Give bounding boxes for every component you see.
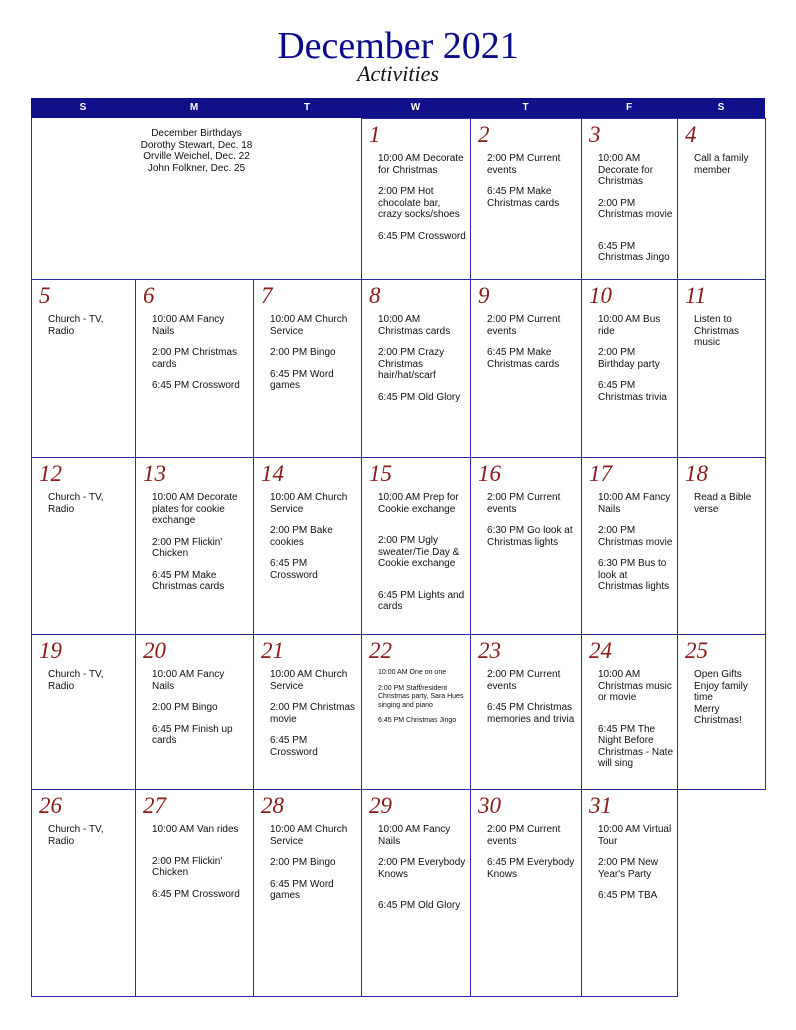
activity-entry: 6:45 PM Word games xyxy=(270,368,334,391)
day-activities xyxy=(487,669,577,725)
day-activities xyxy=(152,492,249,593)
activity-entry: 2:00 PM Ugly sweater/Tie Day & Cookie exchange xyxy=(378,535,460,569)
activity-entry: 2:00 PM Christmas movie xyxy=(270,702,356,725)
day-activities xyxy=(152,824,249,900)
activity-entry: 2:00 PM Bake cookies xyxy=(270,525,333,548)
activity-entry: 6:45 PM Old Glory xyxy=(378,391,461,403)
day-activities xyxy=(487,153,577,209)
day-cell-3 xyxy=(581,118,678,280)
activity-entry: 2:00 PM Flickin' Chicken xyxy=(152,536,223,559)
activity-entry: 10:00 AM Decorate for Christmas xyxy=(378,153,464,176)
day-activities xyxy=(598,492,673,593)
activity-entry: 2:00 PM New Year's Party xyxy=(598,857,659,880)
day-cell-8 xyxy=(361,279,471,458)
day-number: 26 xyxy=(39,793,62,818)
day-cell-9 xyxy=(470,279,582,458)
activity-entry: 10:00 AM Prep for Cookie exchange xyxy=(378,492,459,515)
day-activities xyxy=(378,153,466,242)
day-activities xyxy=(598,824,673,902)
activity-entry: 6:45 PM Crossword xyxy=(270,735,318,758)
activity-entry: 6:45 PM Crossword xyxy=(270,558,318,581)
day-activities xyxy=(270,669,357,758)
day-cell-2 xyxy=(470,118,582,280)
activity-entry: 10:00 AM Decorate for Christmas xyxy=(598,153,654,187)
day-activities xyxy=(378,669,466,726)
activity-entry: 6:45 PM Make Christmas cards xyxy=(487,186,560,209)
day-activities xyxy=(378,314,466,403)
day-activities xyxy=(48,824,131,847)
day-activities xyxy=(378,492,466,613)
day-number: 1 xyxy=(369,122,381,147)
activity-entry: Call a family member xyxy=(694,153,749,176)
activity-entry: 2:00 PM Current events xyxy=(487,314,561,337)
day-activities xyxy=(487,824,577,880)
day-cell-27 xyxy=(135,789,254,997)
day-number: 16 xyxy=(478,461,501,486)
day-activities xyxy=(694,314,761,349)
activity-entry: 2:00 PM Current events xyxy=(487,669,561,692)
day-number: 21 xyxy=(261,638,284,663)
day-activities xyxy=(598,669,673,770)
activity-entry: 2:00 PM Bingo xyxy=(270,347,336,358)
activity-entry: 2:00 PM Current events xyxy=(487,824,561,847)
day-activities xyxy=(152,314,249,392)
activity-entry: 10:00 AM Christmas cards xyxy=(378,314,451,337)
weekday-fri: F xyxy=(625,102,633,113)
day-cell-26 xyxy=(31,789,136,997)
activity-entry: Enjoy family time xyxy=(694,680,748,703)
activity-entry: 10:00 AM Church Service xyxy=(270,669,348,692)
birthday-entry: John Folkner, Dec. 25 xyxy=(147,162,246,174)
activity-entry: 6:30 PM Go look at Christmas lights xyxy=(487,525,573,548)
activity-entry: 10:00 AM One on one xyxy=(378,669,447,676)
weekday-header xyxy=(31,98,765,118)
day-cell-23 xyxy=(470,634,582,790)
activity-entry: 2:00 PM Birthday party xyxy=(598,347,660,370)
day-number: 20 xyxy=(143,638,166,663)
activity-entry: 2:00 PM Current events xyxy=(487,492,561,515)
day-activities xyxy=(598,153,673,264)
day-cell-29 xyxy=(361,789,471,997)
activity-entry: 6:45 PM Everybody Knows xyxy=(487,857,575,880)
day-number: 7 xyxy=(261,283,273,308)
weekday-sun: S xyxy=(79,102,87,113)
activity-entry: Open Gifts xyxy=(694,669,742,680)
day-cell-30 xyxy=(470,789,582,997)
day-cell-18 xyxy=(677,457,766,635)
day-activities xyxy=(152,669,249,747)
activity-entry: Listen to Christmas music xyxy=(694,314,740,348)
activity-entry: 2:00 PM Christmas movie xyxy=(598,197,673,220)
activity-entry: 10:00 AM Fancy Nails xyxy=(152,314,225,337)
activity-entry: 10:00 AM Van rides xyxy=(152,824,239,835)
activity-entry: 10:00 AM Virtual Tour xyxy=(598,824,672,847)
day-number: 12 xyxy=(39,461,62,486)
activity-entry: 10:00 AM Christmas music or movie xyxy=(598,669,672,703)
calendar-title: December 2021 xyxy=(277,25,519,67)
activity-entry: 6:45 PM Christmas Jingo xyxy=(378,717,457,724)
activity-entry: 6:45 PM Make Christmas cards xyxy=(487,347,560,370)
day-cell-4 xyxy=(677,118,766,280)
day-activities xyxy=(270,824,357,902)
day-number: 4 xyxy=(685,122,697,147)
day-number: 22 xyxy=(369,638,392,663)
day-number: 29 xyxy=(369,793,392,818)
day-cell-14 xyxy=(253,457,362,635)
activity-entry: 6:45 PM Christmas trivia xyxy=(598,380,667,403)
day-number: 27 xyxy=(143,793,166,818)
activity-entry: Merry Christmas! xyxy=(694,703,742,726)
day-activities xyxy=(694,153,761,176)
day-activities xyxy=(48,314,131,337)
day-activities xyxy=(694,492,761,515)
activity-entry: 6:45 PM Crossword xyxy=(152,380,240,391)
day-number: 18 xyxy=(685,461,708,486)
activity-entry: 6:45 PM Finish up cards xyxy=(152,723,233,746)
birthdays-box xyxy=(31,118,361,279)
day-number: 19 xyxy=(39,638,62,663)
day-activities xyxy=(598,314,673,403)
activity-entry: Church - TV, Radio xyxy=(48,492,104,515)
day-activities xyxy=(270,492,357,581)
weekday-thu: T xyxy=(522,102,529,113)
day-number: 30 xyxy=(478,793,501,818)
weekday-tue: T xyxy=(303,102,311,113)
day-cell-21 xyxy=(253,634,362,790)
activity-entry: Read a Bible verse xyxy=(694,492,752,515)
activity-entry: 2:00 PM Bingo xyxy=(270,857,336,868)
activity-entry: 2:00 PM Christmas movie xyxy=(598,525,673,548)
activity-entry: 6:45 PM TBA xyxy=(598,890,658,901)
activity-entry: Church - TV, Radio xyxy=(48,314,104,337)
day-number: 14 xyxy=(261,461,284,486)
birthday-entry: Dorothy Stewart, Dec. 18 xyxy=(140,139,253,151)
day-cell-11 xyxy=(677,279,766,458)
activity-entry: 2:00 PM Current events xyxy=(487,153,561,176)
day-cell-16 xyxy=(470,457,582,635)
activity-entry: Church - TV, Radio xyxy=(48,669,104,692)
day-number: 2 xyxy=(478,122,490,147)
day-cell-13 xyxy=(135,457,254,635)
activity-entry: 6:45 PM Christmas memories and trivia xyxy=(487,702,575,725)
activity-entry: 10:00 AM Church Service xyxy=(270,824,348,847)
day-cell-20 xyxy=(135,634,254,790)
day-activities xyxy=(48,492,131,515)
activity-entry: 2:00 PM Crazy Christmas hair/hat/scarf xyxy=(378,347,445,381)
day-cell-7 xyxy=(253,279,362,458)
activity-entry: Church - TV, Radio xyxy=(48,824,104,847)
day-cell-15 xyxy=(361,457,471,635)
day-number: 15 xyxy=(369,461,392,486)
activity-entry: 10:00 AM Decorate plates for cookie exchange xyxy=(152,492,238,526)
calendar-subtitle: Activities xyxy=(357,61,439,86)
activity-entry: 2:00 PM Flickin' Chicken xyxy=(152,855,223,878)
activity-entry: 10:00 AM Fancy Nails xyxy=(152,669,225,692)
day-number: 25 xyxy=(685,638,708,663)
day-activities xyxy=(487,314,577,370)
activity-entry: 6:45 PM Make Christmas cards xyxy=(152,569,225,592)
day-number: 10 xyxy=(589,283,612,308)
day-cell-24 xyxy=(581,634,678,790)
activity-entry: 6:45 PM Old Glory xyxy=(378,900,461,911)
day-cell-31 xyxy=(581,789,678,997)
day-number: 17 xyxy=(589,461,612,486)
day-cell-28 xyxy=(253,789,362,997)
day-activities xyxy=(270,314,357,392)
activity-entry: 6:45 PM The Night Before Christmas - Nate will sing xyxy=(598,723,674,769)
activity-entry: 6:45 PM Crossword xyxy=(378,230,466,242)
activity-entry: 10:00 AM Fancy Nails xyxy=(378,824,451,847)
day-activities xyxy=(487,492,577,548)
activity-entry: 2:00 PM Everybody Knows xyxy=(378,857,466,880)
day-number: 3 xyxy=(589,122,601,147)
weekday-wed: W xyxy=(410,102,421,113)
activity-entry: 10:00 AM Church Service xyxy=(270,314,348,337)
activity-entry: 10:00 AM Bus ride xyxy=(598,314,661,337)
day-activities xyxy=(378,824,466,912)
birthdays-heading: December Birthdays xyxy=(151,128,242,139)
day-number: 23 xyxy=(478,638,501,663)
day-number: 11 xyxy=(685,283,707,308)
day-number: 24 xyxy=(589,638,612,663)
activity-entry: 2:00 PM Hot chocolate bar, crazy socks/shoes xyxy=(378,186,460,220)
activity-entry: 2:00 PM Staff/resident Christmas party, Sara Hues singing and piano xyxy=(378,684,464,709)
activity-entry: 6:45 PM Crossword xyxy=(152,888,240,900)
day-cell-22 xyxy=(361,634,471,790)
activity-entry: 2:00 PM Bingo xyxy=(152,702,218,713)
day-cell-12 xyxy=(31,457,136,635)
weekday-sat: S xyxy=(717,102,725,113)
day-number: 6 xyxy=(143,283,155,308)
activity-entry: 2:00 PM Christmas cards xyxy=(152,347,238,370)
day-cell-17 xyxy=(581,457,678,635)
weekday-mon: M xyxy=(189,102,199,113)
day-number: 13 xyxy=(143,461,166,486)
day-number: 5 xyxy=(39,283,51,308)
activity-entry: 6:45 PM Christmas Jingo xyxy=(598,240,670,263)
activity-entry: 6:45 PM Word games xyxy=(270,878,334,901)
activity-entry: 10:00 AM Church Service xyxy=(270,492,348,515)
day-number: 28 xyxy=(261,793,284,818)
day-cell-25 xyxy=(677,634,766,790)
activity-entry: 6:45 PM Lights and cards xyxy=(378,589,465,612)
day-number: 9 xyxy=(478,283,490,308)
activity-entry: 10:00 AM Fancy Nails xyxy=(598,492,671,515)
day-cell-19 xyxy=(31,634,136,790)
day-cell-10 xyxy=(581,279,678,458)
birthday-entry: Orville Weichel, Dec. 22 xyxy=(143,151,250,162)
day-activities xyxy=(694,669,761,727)
day-number: 31 xyxy=(589,793,612,818)
day-cell-1 xyxy=(361,118,471,280)
day-number: 8 xyxy=(369,283,381,308)
day-cell-5 xyxy=(31,279,136,458)
day-activities xyxy=(48,669,131,692)
day-cell-6 xyxy=(135,279,254,458)
activity-entry: 6:30 PM Bus to look at Christmas lights xyxy=(598,558,670,592)
